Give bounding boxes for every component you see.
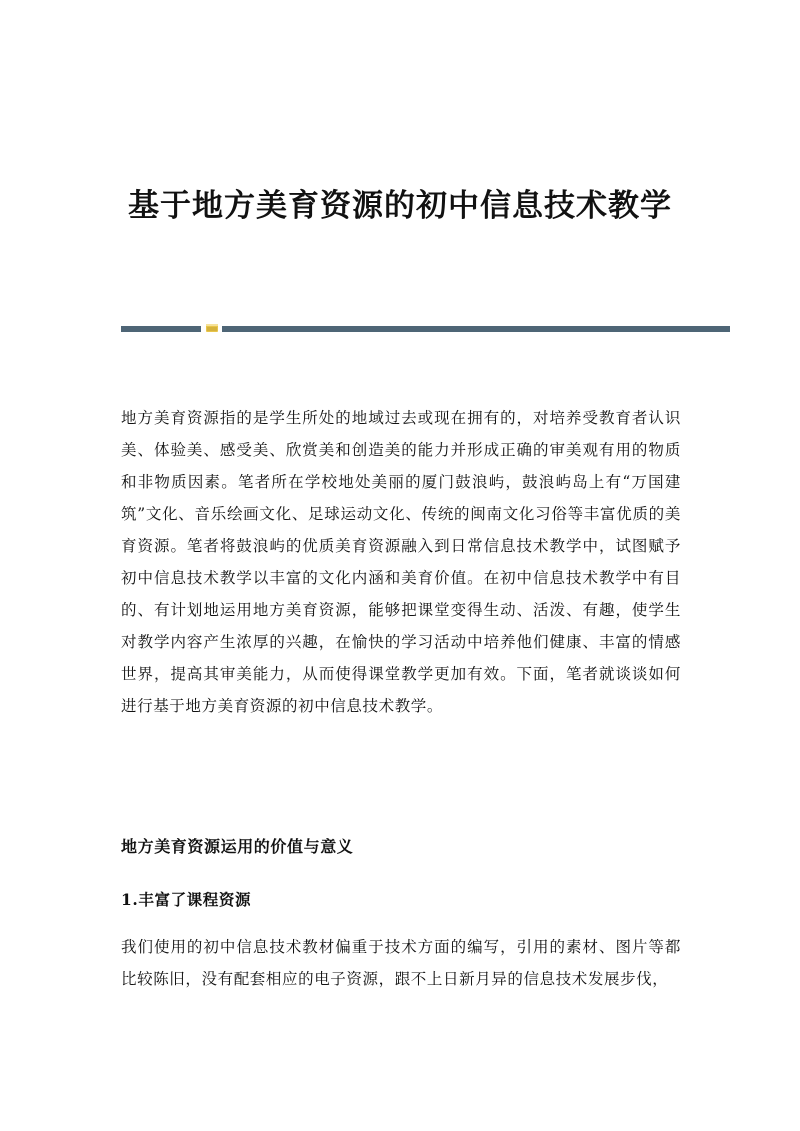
subsection-heading: 1.丰富了课程资源 — [121, 890, 252, 909]
intro-paragraph: 地方美育资源指的是学生所处的地域过去或现在拥有的，对培养受教育者认识美、体验美、感受美、欣赏美和创造美的能力并形成正确的审美观有用的物质和非物质因素。笔者所在学校地处美丽的厦门鼓浪屿，鼓浪屿岛上有“万国建筑”文化、音乐绘画文化、足球运动文化、传统的闽南文化习俗等丰富优质的美育资源。笔者将鼓浪屿的优质美育资源融入到日常信息技术教学中，试图赋予初中信息技术教学以丰富的文化内涵和美育价值。在初中信息技术教学中有目的、有计划地运用地方美育资源，能够把课堂变得生动、活泼、有趣，使学生对教学内容产生浓厚的兴趣，在愉快的学习活动中培养他们健康、丰富的情感世界，提高其审美能力，从而使得课堂教学更加有效。下面，笔者就谈谈如何进行基于地方美育资源的初中信息技术教学。 — [121, 409, 681, 715]
document-title: 基于地方美育资源的初中信息技术教学 — [128, 188, 672, 224]
body-paragraph: 我们使用的初中信息技术教材偏重于技术方面的编写，引用的素材、图片等都比较陈旧，没有配套相应的电子资源，跟不上日新月异的信息技术发展步伐， — [121, 938, 681, 988]
title-divider — [121, 326, 730, 332]
divider-ornament-icon — [205, 322, 219, 334]
section-heading: 地方美育资源运用的价值与意义 — [121, 837, 354, 856]
divider-bar-right — [222, 326, 730, 332]
divider-bar-left — [121, 326, 201, 332]
